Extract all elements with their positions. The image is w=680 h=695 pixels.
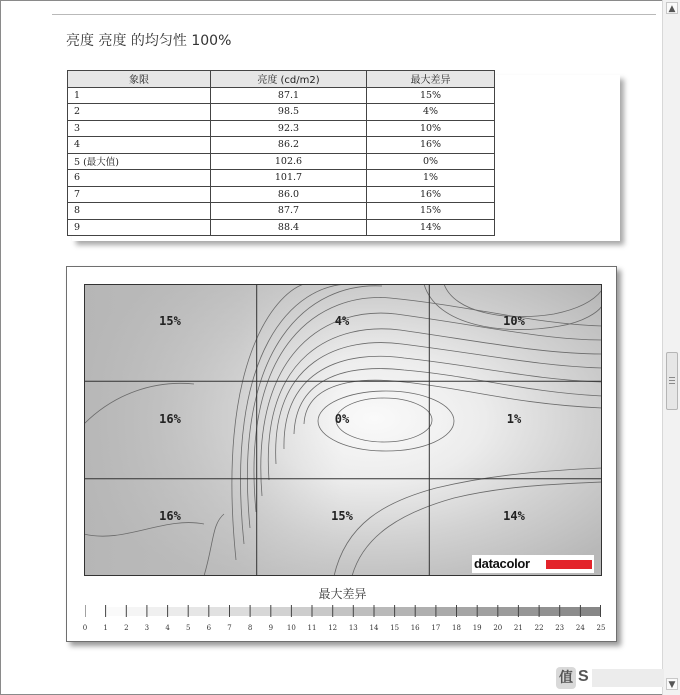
quadrant-cell: 7 (68, 186, 211, 203)
table-row (68, 186, 495, 203)
legend-swatch (498, 607, 519, 616)
legend-swatch (395, 607, 416, 616)
table-row (68, 203, 495, 220)
cell-label-3: 10% (503, 314, 525, 328)
legend-swatch (312, 607, 333, 616)
legend-tick-label: 20 (493, 624, 503, 632)
legend-tick-label: 3 (144, 624, 150, 632)
luminance-cell: 88.4 (211, 219, 367, 236)
legend-swatch (250, 607, 271, 616)
quadrant-cell: 9 (68, 219, 211, 236)
luminance-cell: 87.7 (211, 203, 367, 220)
legend-swatch (457, 607, 478, 616)
cell-label-1: 15% (159, 314, 181, 328)
legend-tick-label: 14 (369, 624, 379, 632)
legend-tick-label: 21 (513, 624, 523, 632)
max-diff-cell: 15% (367, 203, 495, 220)
max-diff-cell: 16% (367, 137, 495, 154)
table-row (68, 120, 495, 137)
legend-title: 最大差异 (318, 587, 367, 601)
legend-swatch (539, 607, 560, 616)
legend-swatch (560, 607, 581, 616)
luminance-cell: 86.0 (211, 186, 367, 203)
watermark-box (592, 669, 664, 687)
legend-swatch (580, 607, 601, 616)
watermark-text: S (578, 668, 590, 685)
col-header-max-diff: 最大差异 (367, 71, 495, 88)
max-diff-cell: 16% (367, 186, 495, 203)
legend-tick-label: 10 (286, 624, 296, 632)
legend-swatch (518, 607, 539, 616)
legend-tick-label: 11 (307, 624, 317, 632)
cell-label-2: 4% (334, 314, 350, 328)
vertical-scrollbar[interactable] (662, 0, 680, 695)
cell-label-6: 1% (506, 412, 522, 426)
legend-tick-label: 24 (575, 624, 585, 632)
legend-tick-label: 4 (165, 624, 170, 632)
legend-tick-label: 25 (596, 624, 606, 632)
cell-label-8: 15% (331, 509, 353, 523)
col-header-quadrant: 象限 (68, 71, 211, 88)
table-row (68, 170, 495, 187)
legend-tick-label: 5 (185, 624, 191, 632)
legend-swatch (85, 607, 106, 616)
table-row (68, 219, 495, 236)
page-top-rule (52, 14, 656, 15)
luminance-cell: 101.7 (211, 170, 367, 187)
legend-tick-label: 2 (124, 624, 129, 632)
luminance-cell: 102.6 (211, 153, 367, 170)
legend-swatch (333, 607, 354, 616)
legend-tick-label: 16 (410, 624, 420, 632)
legend-swatch (106, 607, 127, 616)
max-diff-cell: 15% (367, 87, 495, 104)
table-row (68, 137, 495, 154)
max-diff-cell: 10% (367, 120, 495, 137)
scrollbar-thumb[interactable] (666, 352, 678, 410)
quadrant-cell: 5 (最大值) (68, 153, 211, 170)
table-row (68, 104, 495, 121)
legend-scale (85, 605, 601, 617)
legend-tick-label: 8 (247, 624, 253, 632)
legend-tick-label: 23 (555, 624, 565, 632)
quadrant-cell: 8 (68, 203, 211, 220)
luminance-cell: 98.5 (211, 104, 367, 121)
legend-swatch (477, 607, 498, 616)
luminance-cell: 86.2 (211, 137, 367, 154)
legend-tick-label: 9 (268, 624, 274, 632)
logo-text: datacolor (474, 556, 530, 571)
legend-swatch (374, 607, 395, 616)
legend-tick-label: 7 (227, 624, 232, 632)
col-header-luminance: 亮度 (cd/m2) (211, 71, 367, 88)
legend-swatch (353, 607, 374, 616)
legend-tick-label: 1 (103, 624, 108, 632)
legend-tick-label: 0 (82, 624, 88, 632)
quadrant-cell: 6 (68, 170, 211, 187)
cell-label-9: 14% (503, 509, 525, 523)
cell-label-5: 0% (334, 412, 350, 426)
luminance-table (67, 70, 495, 236)
luminance-cell: 87.1 (211, 87, 367, 104)
legend-tick-label: 13 (348, 624, 358, 632)
page-title: 亮度 亮度 的均匀性 100% (66, 33, 232, 49)
logo-red-bar (546, 560, 592, 569)
legend-tick-label: 12 (328, 624, 338, 632)
max-diff-cell: 4% (367, 104, 495, 121)
grip-line (669, 383, 675, 384)
quadrant-cell: 4 (68, 137, 211, 154)
legend-tick-label: 6 (206, 624, 212, 632)
legend-swatch (230, 607, 251, 616)
legend-swatch (168, 607, 189, 616)
table-row (68, 153, 495, 170)
legend-tick-label: 22 (534, 624, 544, 632)
legend-swatch (436, 607, 457, 616)
legend-tick-label: 19 (472, 624, 482, 632)
legend-swatch (271, 607, 292, 616)
legend-tick-label: 17 (431, 624, 441, 632)
quadrant-cell: 1 (68, 87, 211, 104)
legend-swatch (188, 607, 209, 616)
uniformity-chart-card (66, 266, 617, 642)
legend-swatch (415, 607, 436, 616)
max-diff-cell: 1% (367, 170, 495, 187)
max-diff-cell: 0% (367, 153, 495, 170)
cell-label-4: 16% (159, 412, 181, 426)
smzdm-logo-icon: 值 (556, 667, 576, 689)
watermark (556, 666, 676, 692)
datacolor-logo (472, 555, 594, 573)
legend-swatch (147, 607, 168, 616)
legend-swatch (126, 607, 147, 616)
legend-tick-label: 18 (452, 624, 461, 632)
triangle-down-icon[interactable]: ▼ (666, 678, 678, 690)
grip-line (669, 380, 675, 381)
grip-line (669, 377, 675, 378)
max-diff-cell: 14% (367, 219, 495, 236)
table-row (68, 87, 495, 104)
triangle-up-icon[interactable]: ▲ (666, 2, 678, 14)
luminance-cell: 92.3 (211, 120, 367, 137)
contour-plot (84, 284, 602, 576)
cell-label-7: 16% (159, 509, 181, 523)
quadrant-cell: 3 (68, 120, 211, 137)
quadrant-cell: 2 (68, 104, 211, 121)
legend-tick-label: 15 (390, 624, 400, 632)
legend-swatch (209, 607, 230, 616)
legend-swatch (291, 607, 312, 616)
